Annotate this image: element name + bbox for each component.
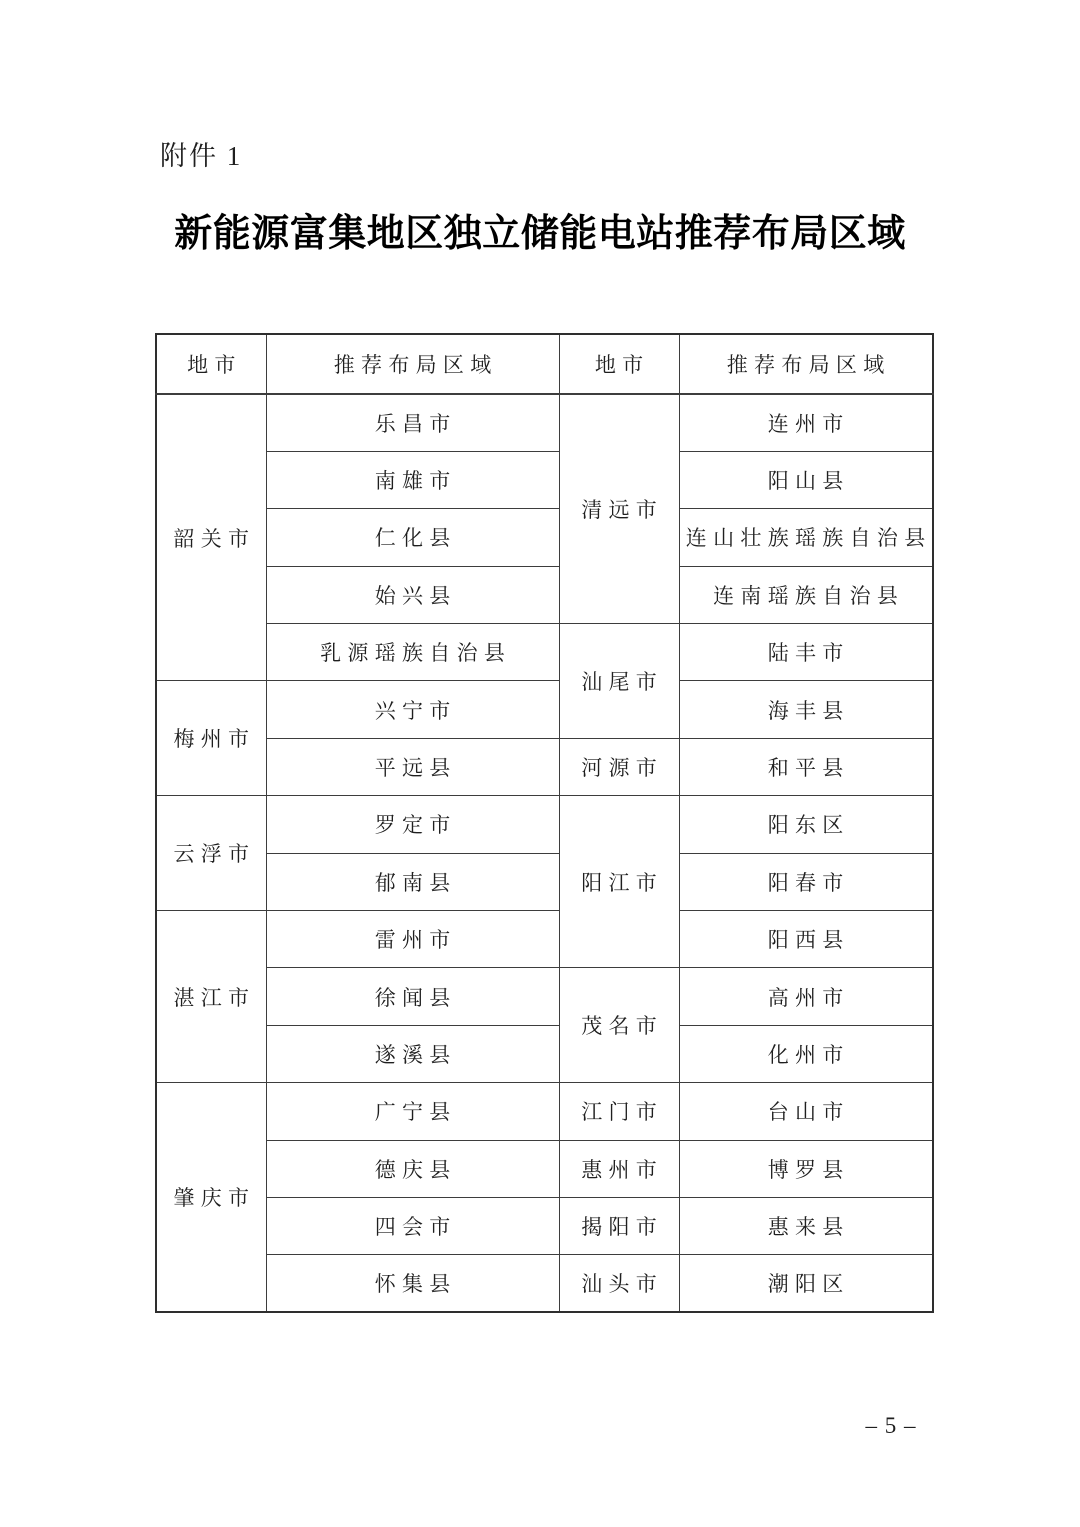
table-row [156, 796, 933, 853]
area-cell: 台山市 [679, 1083, 933, 1140]
area-cell: 仁化县 [266, 509, 559, 566]
table-row [156, 968, 933, 1025]
area-cell: 和平县 [679, 738, 933, 795]
city-cell: 汕头市 [559, 1255, 679, 1312]
area-cell: 连州市 [679, 394, 933, 451]
area-cell: 海丰县 [679, 681, 933, 738]
city-cell: 韶关市 [156, 394, 266, 681]
city-cell: 江门市 [559, 1083, 679, 1140]
recommended-areas-table [155, 333, 934, 1313]
area-cell: 雷州市 [266, 911, 559, 968]
city-cell: 梅州市 [156, 681, 266, 796]
city-cell: 肇庆市 [156, 1083, 266, 1313]
table-row [156, 394, 933, 451]
area-cell: 博罗县 [679, 1140, 933, 1197]
table-row [156, 1197, 933, 1254]
table-header [156, 334, 933, 394]
city-cell: 茂名市 [559, 968, 679, 1083]
area-cell: 连山壮族瑶族自治县 [679, 509, 933, 566]
table-row [156, 451, 933, 508]
table-row [156, 1255, 933, 1312]
area-cell: 四会市 [266, 1197, 559, 1254]
document-title: 新能源富集地区独立储能电站推荐布局区域 [174, 213, 906, 255]
table-row [156, 1083, 933, 1140]
area-cell: 平远县 [266, 738, 559, 795]
area-cell: 化州市 [679, 1025, 933, 1082]
area-cell: 广宁县 [266, 1083, 559, 1140]
city-cell: 湛江市 [156, 911, 266, 1083]
header-area-left: 推荐布局区域 [266, 334, 559, 394]
city-cell: 河源市 [559, 738, 679, 795]
area-cell: 潮阳区 [679, 1255, 933, 1312]
area-cell: 乳源瑶族自治县 [266, 624, 559, 681]
page-number: – 5 – [865, 1413, 917, 1438]
table-row [156, 1140, 933, 1197]
area-cell: 罗定市 [266, 796, 559, 853]
table-row [156, 566, 933, 623]
area-cell: 高州市 [679, 968, 933, 1025]
city-cell: 揭阳市 [559, 1197, 679, 1254]
table-header-row [156, 334, 933, 394]
area-cell: 徐闻县 [266, 968, 559, 1025]
area-cell: 始兴县 [266, 566, 559, 623]
header-area-right: 推荐布局区域 [679, 334, 933, 394]
area-cell: 阳东区 [679, 796, 933, 853]
header-city-right: 地市 [559, 334, 679, 394]
city-cell: 云浮市 [156, 796, 266, 911]
area-cell: 阳西县 [679, 911, 933, 968]
table-row [156, 738, 933, 795]
area-cell: 怀集县 [266, 1255, 559, 1312]
area-cell: 郁南县 [266, 853, 559, 910]
area-cell: 阳春市 [679, 853, 933, 910]
city-cell: 清远市 [559, 394, 679, 624]
area-cell: 兴宁市 [266, 681, 559, 738]
table-row [156, 853, 933, 910]
header-city-left: 地市 [156, 334, 266, 394]
table-row [156, 911, 933, 968]
table-row [156, 681, 933, 738]
area-cell: 陆丰市 [679, 624, 933, 681]
city-cell: 阳江市 [559, 796, 679, 968]
attachment-label: 附件 1 [160, 141, 243, 171]
table-row [156, 624, 933, 681]
area-cell: 德庆县 [266, 1140, 559, 1197]
table-body [156, 394, 933, 1312]
table-row [156, 509, 933, 566]
area-cell: 南雄市 [266, 451, 559, 508]
table-row [156, 1025, 933, 1082]
area-cell: 阳山县 [679, 451, 933, 508]
area-cell: 惠来县 [679, 1197, 933, 1254]
area-cell: 连南瑶族自治县 [679, 566, 933, 623]
city-cell: 汕尾市 [559, 624, 679, 739]
area-cell: 乐昌市 [266, 394, 559, 451]
area-cell: 遂溪县 [266, 1025, 559, 1082]
city-cell: 惠州市 [559, 1140, 679, 1197]
